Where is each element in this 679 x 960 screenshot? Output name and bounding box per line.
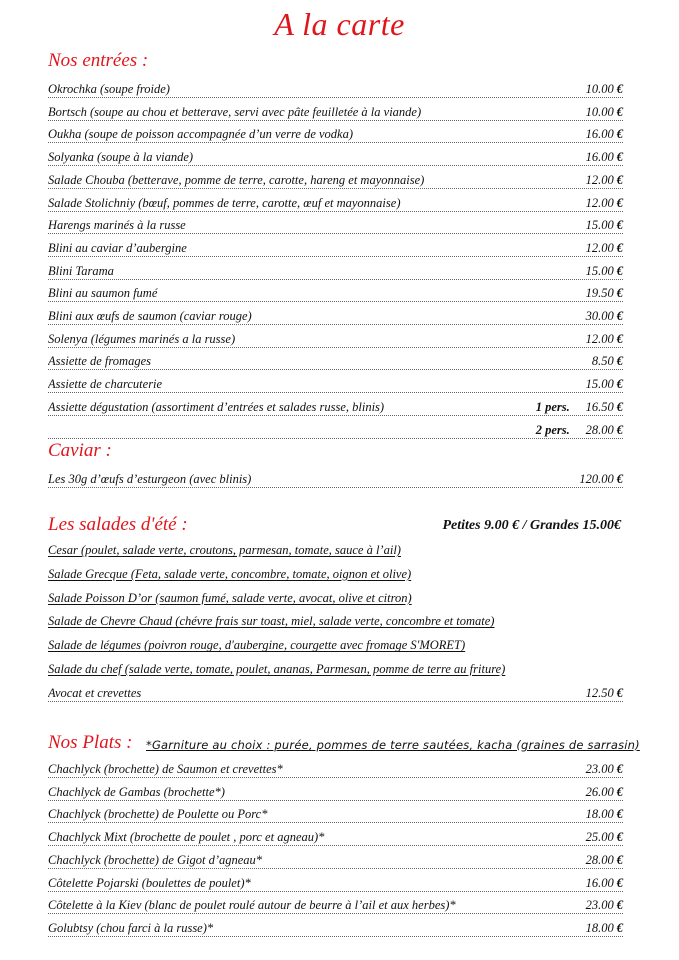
currency-symbol: € [616, 762, 623, 776]
menu-item-price: 12.50 [585, 686, 614, 700]
salad-prices: Petites 9.00 € / Grandes 15.00€ [442, 518, 621, 533]
plats-garnish-note: *Garniture au choix : purée, pommes de terre sautées, kacha (graines de sarrasin) [146, 738, 640, 752]
menu-item-name: Salade Poisson D’or (saumon fumé, salade verte, avocat, olive et citron) [48, 590, 412, 605]
menu-item-row [48, 352, 623, 370]
menu-item-quantity: 1 pers. [535, 399, 570, 414]
menu-item-row [48, 239, 623, 257]
menu-item-name: Bortsch (soupe au chou et betterave, servi avec pâte feuilletée à la viande) [48, 104, 422, 119]
menu-item-price: 23.00 [585, 898, 614, 913]
menu-item-row [48, 80, 623, 98]
menu-item-name: Oukha (soupe de poisson accompagnée d’un verre de vodka) [48, 127, 353, 142]
menu-item-price: 30.00 [585, 309, 614, 323]
menu-item-quantity: 2 pers. [535, 422, 570, 437]
menu-item-price: 15.00 [585, 263, 614, 278]
currency-symbol: € [616, 807, 623, 822]
currency-symbol: € [616, 286, 623, 301]
section-heading-salades: Les salades d'été : [48, 514, 188, 535]
menu-item-row [48, 874, 623, 892]
menu-item-name: Salade de légumes (poivron rouge, d'aubergine, courgette avec fromage S'MORET) [48, 638, 466, 653]
menu-item-row [48, 660, 623, 677]
menu-item-row [48, 919, 623, 937]
menu-item-price: 23.00 [585, 762, 614, 776]
menu-item-row [48, 612, 623, 629]
menu-item-name: Chachlyck (brochette) de Saumon et crevettes* [48, 762, 283, 776]
menu-item-name: Solenya (légumes marinés a la russe) [48, 331, 236, 346]
menu-item-name: Harengs marinés à la russe [48, 218, 186, 233]
menu-item-price: 120.00 [579, 472, 614, 486]
menu-item-name: Avocat et crevettes [48, 686, 142, 700]
menu-item-price: 8.50 [591, 354, 614, 369]
menu-item-row [48, 262, 623, 280]
menu-item-row [48, 307, 623, 325]
menu-item-row [48, 541, 623, 558]
menu-item-name: Blini au saumon fumé [48, 286, 158, 301]
menu-item-name: Golubtsy (chou farci à la russe)* [48, 920, 214, 935]
menu-item-row [48, 284, 623, 302]
menu-item-row [48, 589, 623, 606]
menu-item-price: 16.00 [585, 127, 614, 142]
currency-symbol: € [616, 784, 623, 799]
menu-item-name: Assiette de fromages [48, 354, 151, 369]
menu-item-price: 12.00 [585, 195, 614, 210]
menu-item-price: 16.00 [585, 875, 614, 890]
menu-item-price: 28.00 [585, 852, 614, 867]
menu-item-row [48, 684, 623, 702]
menu-item-price: 10.00 [585, 104, 614, 119]
menu-item-price: 19.50 [585, 286, 614, 301]
currency-symbol: € [616, 331, 623, 346]
currency-symbol: € [616, 920, 623, 935]
currency-symbol: € [616, 686, 623, 700]
currency-symbol: € [616, 172, 623, 187]
section-heading-caviar: Caviar : [48, 440, 112, 461]
menu-item-price: 15.00 [585, 377, 614, 392]
menu-item-name: Chachlyck (brochette) de Gigot d’agneau* [48, 852, 263, 867]
currency-symbol: € [616, 263, 623, 278]
currency-symbol: € [616, 830, 623, 845]
menu-item-row [48, 783, 623, 801]
menu-item-price: 18.00 [585, 920, 614, 935]
menu-item-row [48, 171, 623, 189]
menu-item-name: Assiette de charcuterie [48, 377, 163, 392]
menu-item-name: Okrochka (soupe froide) [48, 82, 170, 96]
currency-symbol: € [616, 150, 623, 165]
menu-item-row [48, 375, 623, 393]
menu-item-price: 15.00 [585, 218, 614, 233]
menu-item-name: Salade Stolichniy (bœuf, pommes de terre, carotte, œuf et mayonnaise) [48, 195, 401, 210]
section-heading-plats: Nos Plats : [48, 732, 133, 753]
menu-item-name: Chachlyck Mixt (brochette de poulet , porc et agneau)* [48, 830, 325, 845]
currency-symbol: € [616, 127, 623, 142]
currency-symbol: € [616, 82, 623, 96]
menu-item-name: Chachlyck de Gambas (brochette*) [48, 784, 225, 799]
menu-item-row [48, 216, 623, 234]
menu-item-price: 16.50 [585, 399, 614, 414]
menu-item-row [48, 851, 623, 869]
section-heading-entrees: Nos entrées : [48, 50, 149, 71]
menu-item-name: Cesar (poulet, salade verte, croutons, parmesan, tomate, sauce à l’ail) [48, 543, 401, 557]
menu-item-price: 25.00 [585, 830, 614, 845]
currency-symbol: € [616, 898, 623, 913]
menu-item-row [48, 636, 623, 653]
menu-item-row [48, 760, 623, 778]
menu-item-price: 26.00 [585, 784, 614, 799]
menu-item-name: Blini au caviar d’aubergine [48, 240, 187, 255]
currency-symbol: € [616, 218, 623, 233]
menu-item-row [48, 103, 623, 121]
menu-item-row [48, 565, 623, 582]
menu-item-name: Assiette dégustation (assortiment d’entrées et salades russe, blinis) [48, 399, 385, 414]
menu-item-row [48, 194, 623, 212]
menu-item-name: Salade Chouba (betterave, pomme de terre, carotte, hareng et mayonnaise) [48, 172, 425, 187]
currency-symbol: € [616, 195, 623, 210]
menu-item-price: 18.00 [585, 807, 614, 822]
currency-symbol: € [616, 309, 623, 323]
currency-symbol: € [616, 852, 623, 867]
menu-item-name: Chachlyck (brochette) de Poulette ou Porc* [48, 807, 268, 822]
currency-symbol: € [616, 377, 623, 392]
currency-symbol: € [616, 354, 623, 369]
menu-item-name: Côtelette Pojarski (boulettes de poulet)* [48, 875, 251, 890]
menu-item-name: Les 30g d’œufs d’esturgeon (avec blinis) [48, 472, 252, 486]
menu-item-name: Côtelette à la Kiev (blanc de poulet roulé autour de beurre à l’ail et aux herbes)* [48, 898, 456, 913]
currency-symbol: € [616, 472, 623, 486]
menu-item-name: Blini aux œufs de saumon (caviar rouge) [48, 309, 252, 323]
currency-symbol: € [616, 422, 623, 437]
menu-item-price: 12.00 [585, 240, 614, 255]
page-title: A la carte [274, 6, 405, 42]
menu-item-price: 12.00 [585, 331, 614, 346]
menu-item-name: Salade Grecque (Feta, salade verte, concombre, tomate, oignon et olive) [48, 566, 412, 581]
menu-item-row [48, 805, 623, 823]
menu-item-price: 10.00 [585, 82, 614, 96]
currency-symbol: € [616, 104, 623, 119]
menu-item-name: Solyanka (soupe à la viande) [48, 150, 194, 165]
menu-item-price: 12.00 [585, 172, 614, 187]
currency-symbol: € [616, 399, 623, 414]
menu-item-row [48, 398, 623, 416]
menu-item-name: Salade du chef (salade verte, tomate, poulet, ananas, Parmesan, pomme de terre au friture) [48, 662, 506, 676]
menu-item-row [48, 148, 623, 166]
menu-item-row [48, 896, 623, 914]
menu-item-price: 16.00 [585, 150, 614, 165]
menu-item-price: 28.00 [585, 422, 614, 437]
menu-item-row [48, 421, 623, 439]
currency-symbol: € [616, 875, 623, 890]
currency-symbol: € [616, 240, 623, 255]
menu-item-name: Salade de Chevre Chaud (chévre frais sur toast, miel, salade verte, concombre et tomate) [48, 614, 495, 629]
menu-item-row [48, 470, 623, 488]
menu-item-row [48, 330, 623, 348]
menu-item-row [48, 125, 623, 143]
menu-item-row [48, 828, 623, 846]
menu-item-name: Blini Tarama [48, 263, 114, 278]
